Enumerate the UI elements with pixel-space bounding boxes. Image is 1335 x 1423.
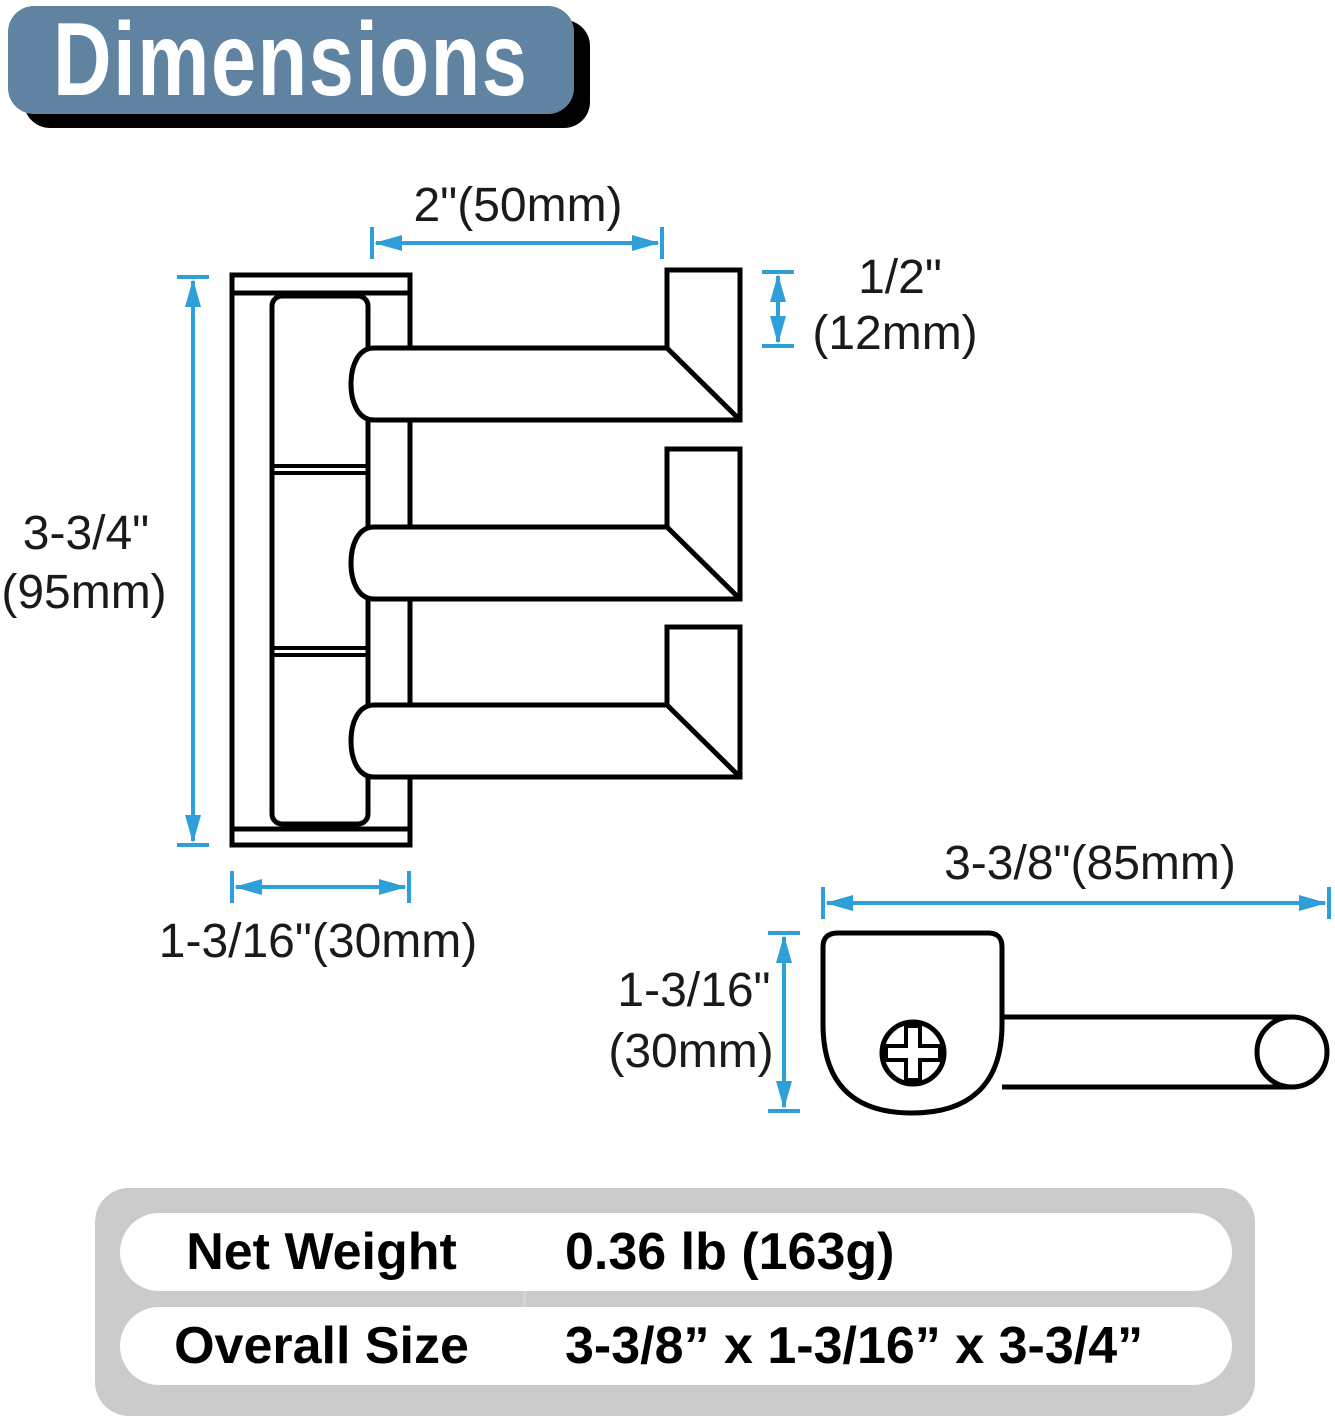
table-row-overall-size xyxy=(120,1307,1232,1385)
dim-tip-height xyxy=(762,251,978,360)
dim-label-plate-height-mm: (95mm) xyxy=(1,566,167,619)
dim-label-plate-height-in: 3-3/4" xyxy=(22,507,150,560)
spec-table xyxy=(95,1188,1255,1416)
dim-overall-length xyxy=(823,837,1329,919)
arm-end-cap xyxy=(1257,1017,1327,1087)
overall-size-label: Overall Size xyxy=(174,1317,469,1375)
table-row-net-weight xyxy=(120,1213,1232,1291)
dim-label-tip-height-mm: (12mm) xyxy=(812,307,978,360)
dim-label-tip-height-in: 1/2" xyxy=(858,251,942,304)
side-view-drawing xyxy=(823,933,1327,1113)
dim-label-bracket-height-mm: (30mm) xyxy=(608,1025,774,1078)
dim-label-plate-width: 1-3/16"(30mm) xyxy=(158,915,478,968)
net-weight-label: Net Weight xyxy=(186,1223,457,1281)
front-view-drawing xyxy=(232,270,740,845)
dim-label-arm-length: 2"(50mm) xyxy=(413,179,623,232)
overall-size-value: 3-3/8” x 1-3/16” x 3-3/4” xyxy=(565,1317,1144,1375)
dim-arm-length xyxy=(372,179,662,259)
page-title: Dimensions xyxy=(53,2,529,118)
dim-bracket-height xyxy=(608,933,800,1111)
net-weight-value: 0.36 lb (163g) xyxy=(565,1223,895,1281)
dim-plate-width xyxy=(159,871,477,968)
dim-plate-height xyxy=(1,277,209,845)
dim-label-overall-length: 3-3/8"(85mm) xyxy=(944,837,1236,890)
dim-label-bracket-height-in: 1-3/16" xyxy=(617,964,771,1017)
